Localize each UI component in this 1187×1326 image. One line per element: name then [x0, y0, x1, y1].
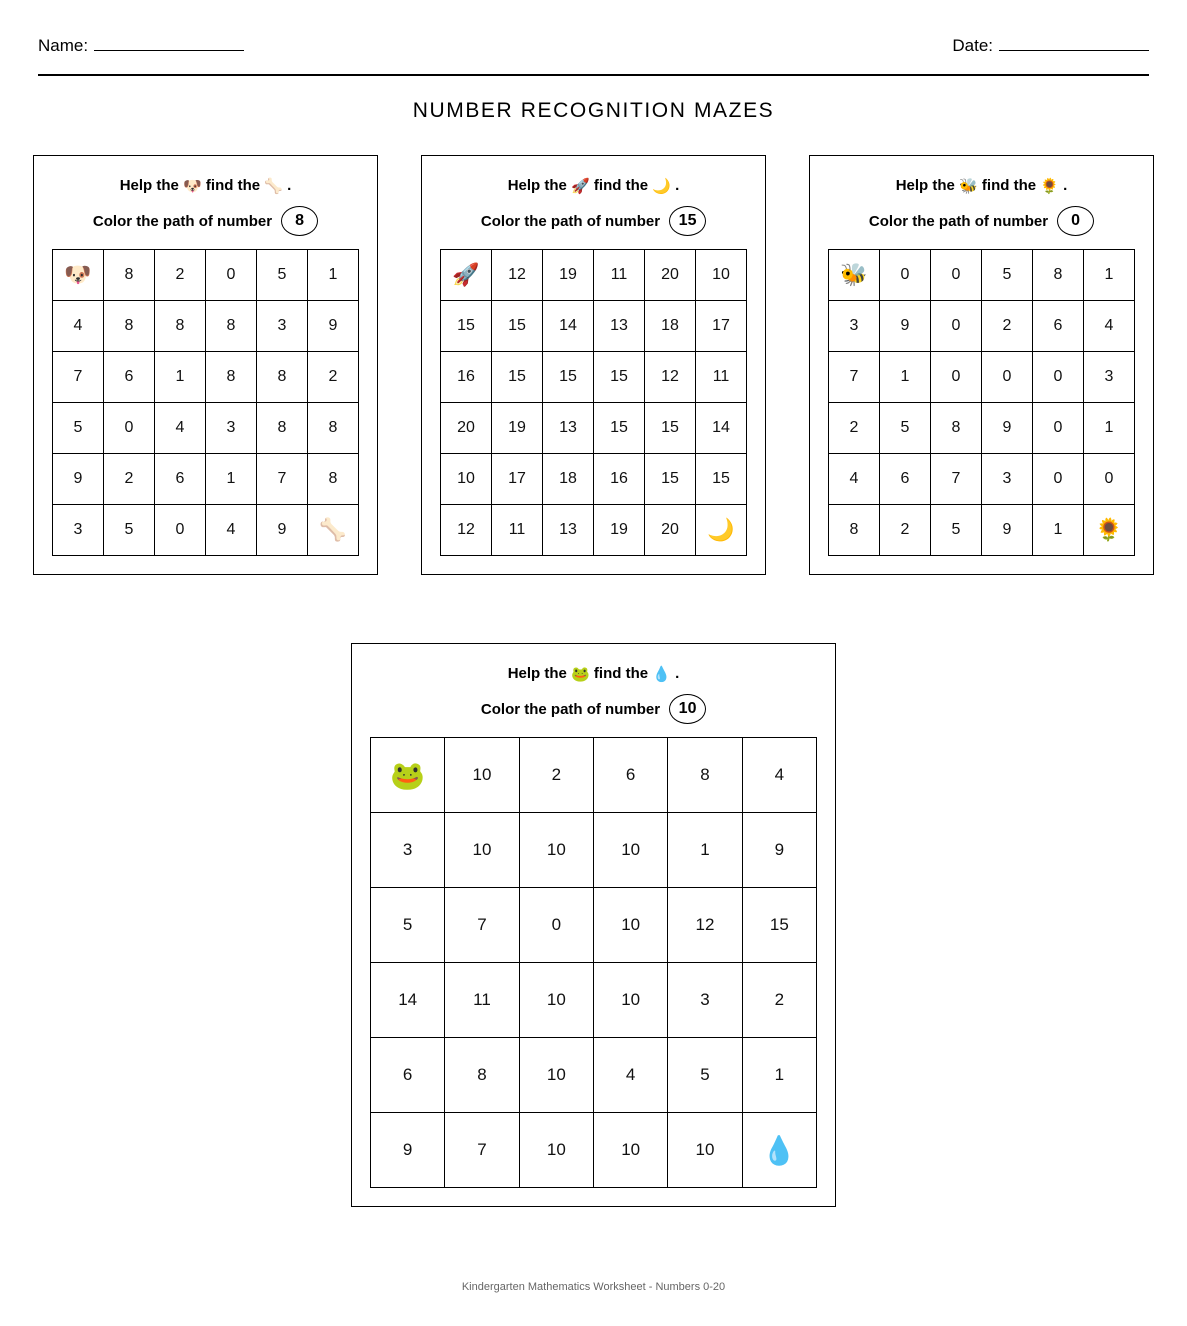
maze-grid-cell[interactable]: 13	[594, 301, 645, 352]
maze-grid-cell[interactable]: 10	[519, 1038, 593, 1113]
bone-icon: 🦴	[264, 177, 283, 195]
maze-grid-cell[interactable]: 12	[441, 505, 492, 556]
maze-bee-grid	[828, 249, 1135, 556]
maze-grid-cell[interactable]: 10	[593, 888, 667, 963]
maze-grid-cell[interactable]: 8	[1033, 250, 1084, 301]
date-label: Date:	[952, 36, 993, 55]
maze-grid-cell[interactable]: 18	[645, 301, 696, 352]
maze-grid-cell[interactable]: 8	[308, 454, 359, 505]
help-the-text: Help the	[895, 177, 955, 194]
maze-grid-cell[interactable]: 0	[1033, 403, 1084, 454]
maze-grid-cell[interactable]: 3	[206, 403, 257, 454]
maze-grid-cell[interactable]: 4	[829, 454, 880, 505]
maze-grid-cell[interactable]: 1	[308, 250, 359, 301]
maze-grid-cell[interactable]: 1	[1033, 505, 1084, 556]
maze-grid-cell[interactable]: 5	[880, 403, 931, 454]
maze-grid-cell[interactable]: 6	[155, 454, 206, 505]
maze-grid-cell[interactable]: 3	[829, 301, 880, 352]
maze-grid-row	[371, 1038, 817, 1113]
maze-grid-cell[interactable]: 3	[257, 301, 308, 352]
maze-grid-cell[interactable]: 8	[257, 352, 308, 403]
help-the-text: Help the	[507, 177, 567, 194]
maze-grid-cell[interactable]: 4	[53, 301, 104, 352]
maze-grid-cell[interactable]: 20	[645, 250, 696, 301]
maze-grid-cell[interactable]: 15	[645, 403, 696, 454]
maze-grid-cell[interactable]: 6	[104, 352, 155, 403]
sunflower-icon: 🌻	[1040, 177, 1059, 195]
maze-grid-cell[interactable]: 5	[104, 505, 155, 556]
maze-grid-cell[interactable]: 13	[543, 505, 594, 556]
maze-grid-cell[interactable]: 6	[880, 454, 931, 505]
maze-rocket-card	[421, 155, 766, 575]
maze-grid-row	[53, 454, 359, 505]
maze-dog-prompt-line-1	[52, 178, 359, 194]
maze-grid-cell-icon[interactable]: 🐝	[829, 250, 880, 301]
maze-grid-cell[interactable]: 0	[519, 888, 593, 963]
maze-grid-cell-icon[interactable]: 💧	[742, 1113, 816, 1188]
name-label: Name:	[38, 36, 89, 55]
maze-grid-cell[interactable]: 15	[645, 454, 696, 505]
maze-grid-cell[interactable]: 15	[594, 352, 645, 403]
maze-grid-row	[371, 888, 817, 963]
maze-grid-cell[interactable]: 5	[371, 888, 445, 963]
maze-frog-card	[351, 643, 836, 1207]
maze-grid-row	[53, 301, 359, 352]
crescent-moon-icon: 🌙	[652, 177, 671, 195]
maze-grid-cell[interactable]: 8	[104, 250, 155, 301]
maze-grid-cell[interactable]: 7	[445, 888, 519, 963]
maze-grid-cell[interactable]: 16	[441, 352, 492, 403]
maze-row-top	[0, 155, 1187, 575]
maze-grid-row	[441, 352, 747, 403]
maze-grid-cell[interactable]: 11	[696, 352, 747, 403]
maze-grid-cell[interactable]: 7	[931, 454, 982, 505]
maze-grid-cell[interactable]: 15	[492, 352, 543, 403]
maze-rocket-prompt-line-1	[440, 178, 747, 194]
maze-grid-cell[interactable]: 8	[931, 403, 982, 454]
maze-grid-cell[interactable]: 12	[645, 352, 696, 403]
maze-grid-cell[interactable]: 7	[445, 1113, 519, 1188]
maze-grid-cell[interactable]: 12	[668, 888, 742, 963]
maze-grid-cell[interactable]: 8	[668, 738, 742, 813]
maze-grid-cell[interactable]: 15	[543, 352, 594, 403]
maze-grid-cell[interactable]: 8	[308, 403, 359, 454]
maze-grid-cell[interactable]: 14	[543, 301, 594, 352]
maze-grid-row	[53, 403, 359, 454]
find-the-text: find the	[593, 177, 649, 194]
name-field-group	[38, 36, 244, 56]
maze-grid-cell[interactable]: 8	[206, 301, 257, 352]
maze-frog-prompt-line-1	[370, 666, 817, 682]
maze-grid-row	[829, 352, 1135, 403]
name-input-line[interactable]	[94, 38, 244, 51]
maze-grid-cell[interactable]: 3	[1084, 352, 1135, 403]
maze-grid-cell[interactable]: 2	[982, 301, 1033, 352]
maze-grid-row	[53, 505, 359, 556]
maze-grid-cell[interactable]: 3	[982, 454, 1033, 505]
droplet-icon: 💧	[652, 665, 671, 683]
maze-grid-row	[829, 250, 1135, 301]
maze-grid-cell[interactable]: 2	[829, 403, 880, 454]
color-path-text: Color the path of number	[480, 212, 661, 230]
maze-dog-prompt-line-2	[52, 206, 359, 236]
find-the-text: find the	[981, 177, 1037, 194]
maze-grid-cell[interactable]: 10	[593, 1113, 667, 1188]
maze-grid-cell[interactable]: 7	[53, 352, 104, 403]
page-title: NUMBER RECOGNITION MAZES	[412, 99, 775, 122]
maze-dog-grid	[52, 249, 359, 556]
maze-grid-cell[interactable]: 19	[543, 250, 594, 301]
maze-grid-cell[interactable]: 14	[696, 403, 747, 454]
date-field-group	[952, 36, 1149, 56]
maze-frog-prompt-line-2	[370, 694, 817, 724]
maze-frog-target-number-badge: 10	[669, 694, 706, 724]
maze-grid-cell[interactable]: 10	[593, 963, 667, 1038]
maze-grid-cell[interactable]: 7	[829, 352, 880, 403]
find-the-text: find the	[593, 665, 649, 682]
maze-grid-cell[interactable]: 7	[257, 454, 308, 505]
maze-grid-cell[interactable]: 2	[104, 454, 155, 505]
maze-grid-cell[interactable]: 1	[206, 454, 257, 505]
maze-grid-row	[441, 505, 747, 556]
maze-grid-cell[interactable]: 6	[1033, 301, 1084, 352]
maze-grid-cell[interactable]: 9	[308, 301, 359, 352]
maze-grid-row	[371, 1113, 817, 1188]
maze-rocket-prompt-line-2	[440, 206, 747, 236]
maze-grid-cell[interactable]: 0	[931, 352, 982, 403]
maze-grid-cell[interactable]: 20	[645, 505, 696, 556]
maze-grid-cell[interactable]: 9	[982, 505, 1033, 556]
maze-grid-cell[interactable]: 10	[441, 454, 492, 505]
maze-grid-cell-icon[interactable]: 🦴	[308, 505, 359, 556]
rocket-icon: 🚀	[571, 177, 590, 195]
maze-grid-cell[interactable]: 0	[1084, 454, 1135, 505]
maze-grid-cell[interactable]: 9	[53, 454, 104, 505]
maze-grid-row	[441, 301, 747, 352]
maze-bee-target-number-badge: 0	[1057, 206, 1094, 236]
maze-grid-cell[interactable]: 3	[371, 813, 445, 888]
maze-grid-cell[interactable]: 10	[519, 963, 593, 1038]
maze-grid-cell[interactable]: 12	[492, 250, 543, 301]
maze-grid-cell[interactable]: 2	[308, 352, 359, 403]
maze-frog-grid	[370, 737, 817, 1188]
maze-grid-cell[interactable]: 0	[104, 403, 155, 454]
maze-grid-cell[interactable]: 8	[206, 352, 257, 403]
maze-grid-cell[interactable]: 0	[206, 250, 257, 301]
maze-grid-cell[interactable]: 10	[696, 250, 747, 301]
maze-grid-cell[interactable]: 13	[543, 403, 594, 454]
maze-grid-cell[interactable]: 0	[880, 250, 931, 301]
maze-grid-cell[interactable]: 2	[880, 505, 931, 556]
header-divider	[38, 74, 1149, 76]
frog-icon: 🐸	[571, 665, 590, 683]
maze-grid-cell[interactable]: 4	[206, 505, 257, 556]
prompt-period: .	[1058, 177, 1068, 194]
maze-grid-cell[interactable]: 1	[742, 1038, 816, 1113]
maze-grid-cell[interactable]: 8	[155, 301, 206, 352]
maze-grid-cell[interactable]: 8	[829, 505, 880, 556]
maze-bee-prompt-line-1	[828, 178, 1135, 194]
maze-grid-cell[interactable]: 10	[445, 813, 519, 888]
maze-grid-cell[interactable]: 11	[492, 505, 543, 556]
maze-grid-cell[interactable]: 5	[257, 250, 308, 301]
maze-grid-cell[interactable]: 10	[519, 813, 593, 888]
prompt-period: .	[282, 177, 292, 194]
maze-grid-cell[interactable]: 15	[492, 301, 543, 352]
maze-grid-row	[371, 963, 817, 1038]
maze-grid-cell[interactable]: 20	[441, 403, 492, 454]
maze-grid-cell[interactable]: 10	[593, 813, 667, 888]
maze-grid-cell[interactable]: 5	[982, 250, 1033, 301]
maze-grid-cell[interactable]: 5	[931, 505, 982, 556]
maze-grid-cell[interactable]: 9	[982, 403, 1033, 454]
maze-grid-cell-icon[interactable]: 🌙	[696, 505, 747, 556]
maze-grid-cell[interactable]: 3	[53, 505, 104, 556]
dog-face-icon: 🐶	[183, 177, 202, 195]
maze-grid-cell[interactable]: 1	[668, 813, 742, 888]
maze-rocket-grid	[440, 249, 747, 556]
maze-dog-target-number-badge: 8	[281, 206, 318, 236]
maze-grid-cell[interactable]: 15	[441, 301, 492, 352]
maze-grid-cell[interactable]: 6	[371, 1038, 445, 1113]
maze-grid-cell[interactable]: 11	[445, 963, 519, 1038]
maze-grid-row	[441, 454, 747, 505]
maze-grid-cell[interactable]: 9	[880, 301, 931, 352]
maze-grid-cell[interactable]: 11	[594, 250, 645, 301]
maze-grid-cell[interactable]: 2	[742, 963, 816, 1038]
prompt-period: .	[670, 665, 680, 682]
maze-rocket-target-number-badge: 15	[669, 206, 706, 236]
maze-grid-cell[interactable]: 0	[931, 250, 982, 301]
maze-grid-cell[interactable]: 1	[1084, 403, 1135, 454]
maze-grid-cell[interactable]: 4	[593, 1038, 667, 1113]
maze-grid-row	[829, 301, 1135, 352]
maze-grid-cell[interactable]: 10	[445, 738, 519, 813]
maze-grid-cell[interactable]: 4	[1084, 301, 1135, 352]
maze-bee-prompt-line-2	[828, 206, 1135, 236]
maze-grid-cell[interactable]: 3	[668, 963, 742, 1038]
maze-grid-cell[interactable]: 1	[1084, 250, 1135, 301]
maze-grid-cell[interactable]: 9	[371, 1113, 445, 1188]
maze-grid-row	[441, 250, 747, 301]
maze-grid-row	[53, 250, 359, 301]
maze-grid-cell[interactable]: 14	[371, 963, 445, 1038]
date-input-line[interactable]	[999, 38, 1149, 51]
bee-icon: 🐝	[959, 177, 978, 195]
maze-grid-row	[829, 454, 1135, 505]
maze-grid-cell[interactable]: 2	[155, 250, 206, 301]
maze-grid-cell[interactable]: 19	[594, 505, 645, 556]
maze-grid-cell[interactable]: 2	[519, 738, 593, 813]
maze-grid-row	[829, 505, 1135, 556]
maze-grid-cell[interactable]: 9	[742, 813, 816, 888]
maze-bee-card	[809, 155, 1154, 575]
color-path-text: Color the path of number	[480, 700, 661, 718]
help-the-text: Help the	[119, 177, 179, 194]
maze-grid-row	[441, 403, 747, 454]
maze-grid-row	[371, 738, 817, 813]
maze-grid-row	[53, 352, 359, 403]
maze-grid-cell-icon[interactable]: 🐸	[371, 738, 445, 813]
maze-grid-cell[interactable]: 8	[445, 1038, 519, 1113]
maze-grid-cell[interactable]: 8	[104, 301, 155, 352]
worksheet-footer: Kindergarten Mathematics Worksheet - Numbers 0-20	[461, 1281, 726, 1293]
maze-grid-cell[interactable]: 0	[931, 301, 982, 352]
maze-grid-cell-icon[interactable]: 🚀	[441, 250, 492, 301]
maze-row-bottom	[0, 643, 1187, 1207]
maze-grid-cell[interactable]: 1	[155, 352, 206, 403]
worksheet-header	[0, 0, 1187, 78]
maze-grid-row	[829, 403, 1135, 454]
maze-grid-cell[interactable]: 9	[257, 505, 308, 556]
maze-grid-cell[interactable]: 15	[742, 888, 816, 963]
color-path-text: Color the path of number	[868, 212, 1049, 230]
maze-grid-cell[interactable]: 10	[519, 1113, 593, 1188]
maze-grid-cell[interactable]: 0	[1033, 454, 1084, 505]
maze-grid-cell[interactable]: 8	[257, 403, 308, 454]
maze-grid-cell[interactable]: 5	[668, 1038, 742, 1113]
maze-grid-cell[interactable]: 18	[543, 454, 594, 505]
maze-grid-cell[interactable]: 5	[53, 403, 104, 454]
maze-grid-cell-icon[interactable]: 🌻	[1084, 505, 1135, 556]
find-the-text: find the	[205, 177, 261, 194]
maze-grid-row	[371, 813, 817, 888]
prompt-period: .	[670, 177, 680, 194]
maze-grid-cell[interactable]: 15	[696, 454, 747, 505]
maze-grid-cell[interactable]: 0	[1033, 352, 1084, 403]
maze-grid-cell[interactable]: 6	[593, 738, 667, 813]
color-path-text: Color the path of number	[92, 212, 273, 230]
help-the-text: Help the	[507, 665, 567, 682]
maze-grid-cell[interactable]: 10	[668, 1113, 742, 1188]
maze-grid-cell[interactable]: 0	[155, 505, 206, 556]
maze-grid-cell[interactable]: 4	[155, 403, 206, 454]
maze-grid-cell[interactable]: 17	[696, 301, 747, 352]
maze-grid-cell[interactable]: 4	[742, 738, 816, 813]
maze-dog-card	[33, 155, 378, 575]
maze-grid-cell[interactable]: 17	[492, 454, 543, 505]
maze-grid-cell[interactable]: 19	[492, 403, 543, 454]
maze-grid-cell[interactable]: 15	[594, 403, 645, 454]
maze-grid-cell[interactable]: 16	[594, 454, 645, 505]
maze-grid-cell[interactable]: 1	[880, 352, 931, 403]
maze-grid-cell[interactable]: 0	[982, 352, 1033, 403]
maze-grid-cell-icon[interactable]: 🐶	[53, 250, 104, 301]
